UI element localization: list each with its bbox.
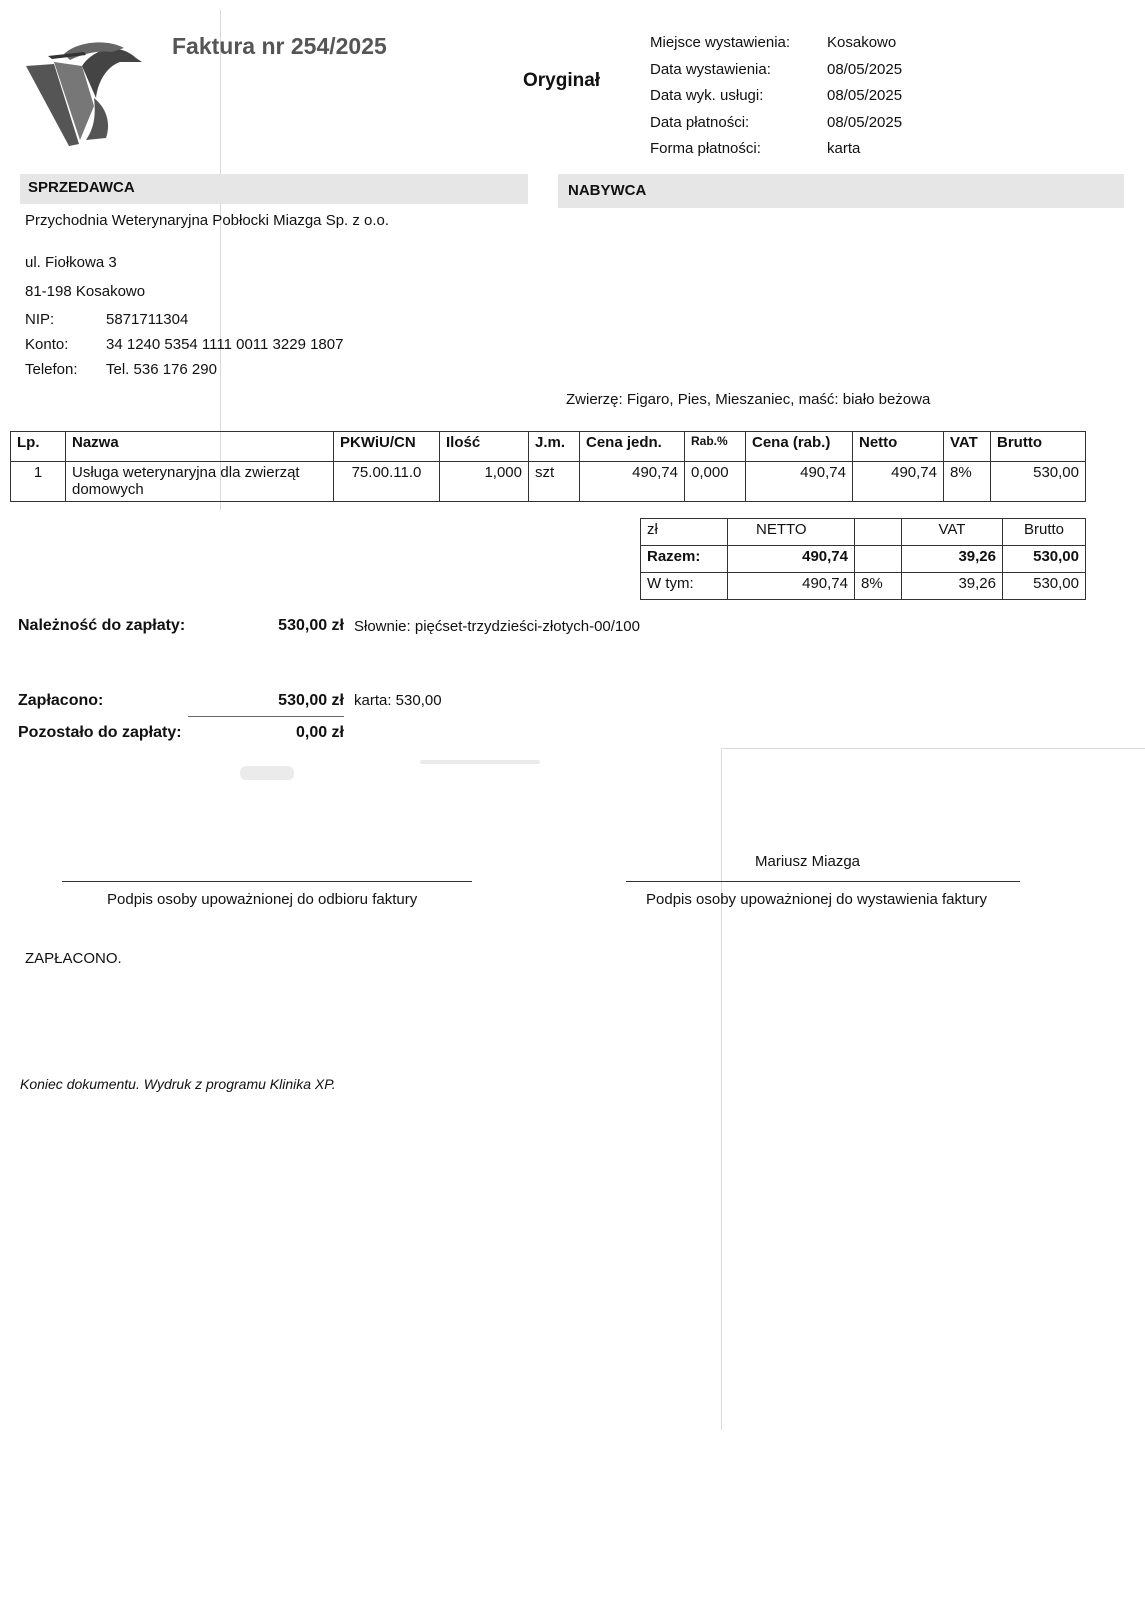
seller-heading: SPRZEDAWCA <box>28 179 135 196</box>
paid-value: 530,00 zł <box>278 692 344 709</box>
col-qty: Ilość <box>440 432 529 462</box>
summary-col-gross: Brutto <box>1003 519 1086 546</box>
meta-row <box>650 34 950 61</box>
seller-field-row <box>25 336 425 361</box>
cell-unit: szt <box>529 462 580 502</box>
scan-smudge <box>420 760 540 764</box>
amount-due-value: 530,00 zł <box>278 617 344 634</box>
remaining-value: 0,00 zł <box>295 724 344 741</box>
field-label: Konto: <box>25 336 69 353</box>
meta-value: 08/05/2025 <box>827 113 903 131</box>
summary-including-net: 490,74 <box>728 573 855 600</box>
seller-field-row <box>25 311 425 336</box>
seller-street: ul. Fiołkowa 3 <box>25 254 117 271</box>
meta-value: 08/05/2025 <box>827 60 903 78</box>
meta-label: Data wyk. usługi: <box>650 87 764 104</box>
amount-in-words: Słownie: pięćset-trzydzieści-złotych-00/100 <box>354 618 640 635</box>
summary-header-row <box>641 519 1086 546</box>
cell-lp: 1 <box>11 462 66 502</box>
animal-note: Zwierzę: Figaro, Pies, Mieszaniec, maść: biało beżowa <box>566 391 931 408</box>
issuer-name: Mariusz Miazga <box>755 853 861 870</box>
cell-vat: 8% <box>944 462 991 502</box>
cell-name: Usługa weterynaryjna dla zwierząt domowych <box>66 462 334 502</box>
meta-label: Miejsce wystawienia: <box>650 34 791 51</box>
meta-row <box>650 61 950 88</box>
col-gross: Brutto <box>991 432 1086 462</box>
paid-underline <box>188 716 344 717</box>
summary-including-gross: 530,00 <box>1003 573 1086 600</box>
col-price-discounted: Cena (rab.) <box>746 432 853 462</box>
table-row <box>11 462 1086 502</box>
clinic-logo <box>24 36 144 148</box>
invoice-meta <box>650 34 950 167</box>
buyer-heading-band <box>558 174 1124 208</box>
remaining-label: Pozostało do zapłaty: <box>18 724 182 741</box>
meta-value: karta <box>827 140 861 157</box>
seller-fields <box>25 311 425 386</box>
seller-city: 81-198 Kosakowo <box>25 283 146 300</box>
summary-including-row <box>641 573 1086 600</box>
signature-line-right <box>626 881 1020 882</box>
cell-price: 490,74 <box>580 462 685 502</box>
col-unit: J.m. <box>529 432 580 462</box>
col-pkwiu: PKWiU/CN <box>334 432 440 462</box>
meta-row <box>650 87 950 114</box>
seller-field-row <box>25 361 425 386</box>
signature-caption-left: Podpis osoby upoważnionej do odbioru faktury <box>107 891 418 908</box>
cell-discount: 0,000 <box>685 462 746 502</box>
invoice-title: Faktura nr 254/2025 <box>172 33 387 59</box>
signature-line-left <box>62 881 472 882</box>
summary-including-label: W tym: <box>641 573 728 600</box>
amount-due-label: Należność do zapłaty: <box>18 617 186 634</box>
cell-gross: 530,00 <box>991 462 1086 502</box>
col-name: Nazwa <box>66 432 334 462</box>
scan-fold-line-horizontal <box>721 748 1145 749</box>
summary-col-rate <box>855 519 902 546</box>
cell-qty: 1,000 <box>440 462 529 502</box>
summary-col-currency: zł <box>641 519 728 546</box>
col-price: Cena jedn. <box>580 432 685 462</box>
field-value: 34 1240 5354 1111 0011 3229 1807 <box>106 336 344 353</box>
meta-label: Data wystawienia: <box>650 60 771 78</box>
summary-total-rate <box>855 546 902 573</box>
seller-heading-band <box>20 174 528 204</box>
summary-total-row <box>641 546 1086 573</box>
summary-col-net: NETTO <box>728 519 855 546</box>
summary-including-vat: 39,26 <box>902 573 1003 600</box>
buyer-heading: NABYWCA <box>568 182 647 199</box>
items-header-row <box>11 432 1086 462</box>
meta-row <box>650 114 950 141</box>
field-label: NIP: <box>25 311 55 328</box>
field-value: 5871711304 <box>106 311 189 328</box>
cell-price-discounted: 490,74 <box>746 462 853 502</box>
col-discount: Rab.% <box>685 432 746 462</box>
paid-method: karta: 530,00 <box>354 692 442 709</box>
meta-label: Forma płatności: <box>650 140 761 157</box>
summary-total-gross: 530,00 <box>1003 546 1086 573</box>
col-lp: Lp. <box>11 432 66 462</box>
scan-smudge <box>240 766 294 780</box>
summary-total-vat: 39,26 <box>902 546 1003 573</box>
summary-including-rate: 8% <box>855 573 902 600</box>
vat-summary-table <box>640 518 1086 600</box>
col-net: Netto <box>853 432 944 462</box>
original-label: Oryginał <box>523 70 601 91</box>
meta-value: 08/05/2025 <box>827 87 903 104</box>
meta-label: Data płatności: <box>650 113 750 131</box>
col-vat: VAT <box>944 432 991 462</box>
document-footer: Koniec dokumentu. Wydruk z programu Klinika XP. <box>20 1076 336 1092</box>
paid-stamp-text: ZAPŁACONO. <box>25 950 122 967</box>
summary-total-label: Razem: <box>641 546 728 573</box>
cell-net: 490,74 <box>853 462 944 502</box>
meta-row <box>650 140 950 167</box>
field-value: Tel. 536 176 290 <box>106 361 217 378</box>
summary-col-vat: VAT <box>902 519 1003 546</box>
field-label: Telefon: <box>25 361 78 378</box>
signature-caption-right: Podpis osoby upoważnionej do wystawienia faktury <box>646 891 988 908</box>
seller-name: Przychodnia Weterynaryjna Pobłocki Miazga Sp. z o.o. <box>25 212 390 229</box>
paid-label: Zapłacono: <box>18 692 104 709</box>
scan-fold-line-vertical-right <box>721 750 722 1430</box>
items-table <box>10 431 1086 502</box>
meta-value: Kosakowo <box>827 34 897 51</box>
cell-pkwiu: 75.00.11.0 <box>334 462 440 502</box>
summary-total-net: 490,74 <box>728 546 855 573</box>
